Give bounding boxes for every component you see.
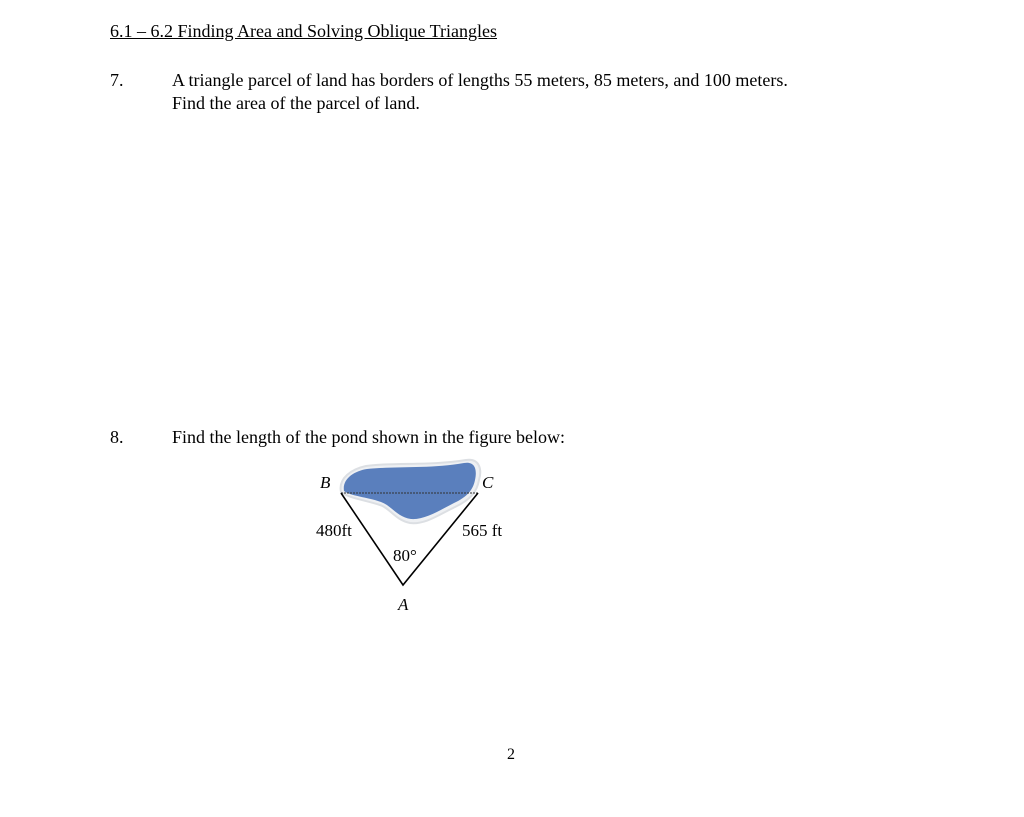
vertex-b-label: B: [320, 473, 331, 492]
problem-7-text-line-1: A triangle parcel of land has borders of lengths 55 meters, 85 meters, and 100 meters.: [172, 70, 788, 90]
side-ab-label: 480ft: [316, 521, 352, 540]
vertex-a-label: A: [398, 595, 409, 614]
problem-7-text-line-2: Find the area of the parcel of land.: [172, 93, 420, 113]
problem-8-text: Find the length of the pond shown in the figure below:: [172, 427, 565, 447]
problem-7-number: 7.: [110, 70, 124, 90]
section-title: 6.1 – 6.2 Finding Area and Solving Oblique Triangles: [110, 21, 497, 41]
pond: [344, 463, 476, 519]
problem-8-number: 8.: [110, 427, 124, 447]
side-ac-label: 565 ft: [462, 521, 503, 540]
page-number: 2: [507, 746, 515, 763]
vertex-c-label: C: [482, 473, 494, 492]
angle-a-label: 80°: [393, 546, 417, 565]
